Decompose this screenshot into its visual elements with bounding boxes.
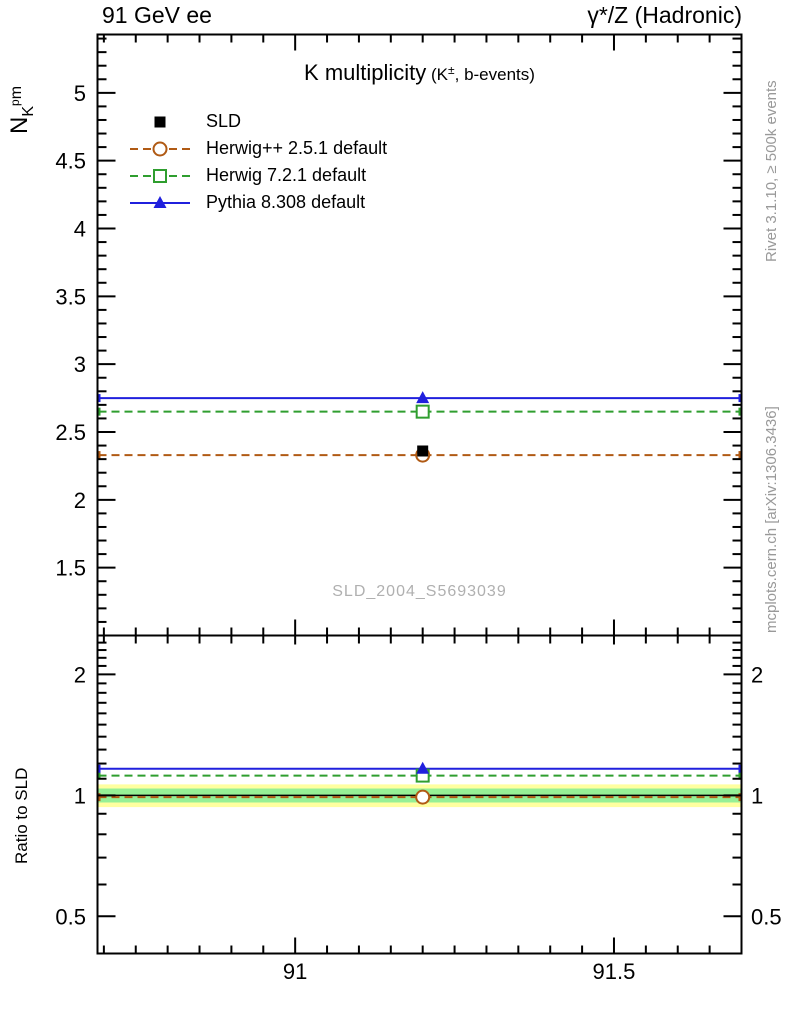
y-axis-label-base: N: [6, 116, 33, 134]
plot-title-detail-post: , b-events): [454, 65, 535, 84]
legend-label: Pythia 8.308 default: [206, 192, 366, 212]
ratio-tick-label-left: 2: [73, 662, 86, 688]
header-process: γ*/Z (Hadronic): [587, 2, 742, 28]
main-panel-frame: [98, 35, 742, 636]
main-y-tick-label: 1.5: [55, 555, 86, 581]
y-axis-label-tail: m: [8, 85, 25, 100]
plot-title-detail-sup: ±: [448, 63, 455, 77]
main-y-tick-label: 4.5: [55, 148, 86, 174]
legend-label: SLD: [206, 111, 242, 131]
ratio-tick-label-left: 0.5: [55, 904, 86, 930]
y-axis-label-sub: K: [20, 105, 37, 117]
x-tick-label: 91.5: [592, 959, 636, 984]
main-y-tick-label: 3: [73, 352, 86, 378]
ratio-axis-label: Ratio to SLD: [12, 767, 31, 864]
main-y-tick-label: 2.5: [55, 420, 86, 446]
y-axis-label-sup: p: [8, 99, 22, 106]
main-marker-Herwig 7.2.1 default: [417, 406, 429, 418]
main-y-tick-label: 2: [73, 487, 86, 513]
ratio-tick-label-left: 1: [73, 783, 86, 809]
x-tick-label: 91: [282, 959, 308, 984]
header-beam-energy: 91 GeV ee: [102, 2, 212, 28]
plot-title-main: K multiplicity: [304, 60, 427, 85]
plot-title-detail-pre: (K: [426, 65, 449, 84]
ratio-tick-label-right: 2: [751, 662, 764, 688]
main-y-tick-label: 3.5: [55, 284, 86, 310]
mcplots-credit: mcplots.cern.ch [arXiv:1306.3436]: [763, 406, 780, 633]
main-marker-SLD: [417, 445, 428, 456]
ratio-tick-label-right: 0.5: [751, 904, 782, 930]
ratio-marker-Herwig++ 2.5.1 default: [416, 791, 429, 804]
rivet-version-credit: Rivet 3.1.10, ≥ 500k events: [763, 80, 780, 262]
legend-label: Herwig 7.2.1 default: [206, 165, 367, 185]
main-y-tick-label: 4: [73, 216, 86, 242]
main-y-tick-label: 5: [73, 80, 86, 106]
ratio-tick-label-right: 1: [751, 783, 764, 809]
legend-label: Herwig++ 2.5.1 default: [206, 138, 388, 158]
analysis-watermark: SLD_2004_S5693039: [332, 583, 507, 600]
